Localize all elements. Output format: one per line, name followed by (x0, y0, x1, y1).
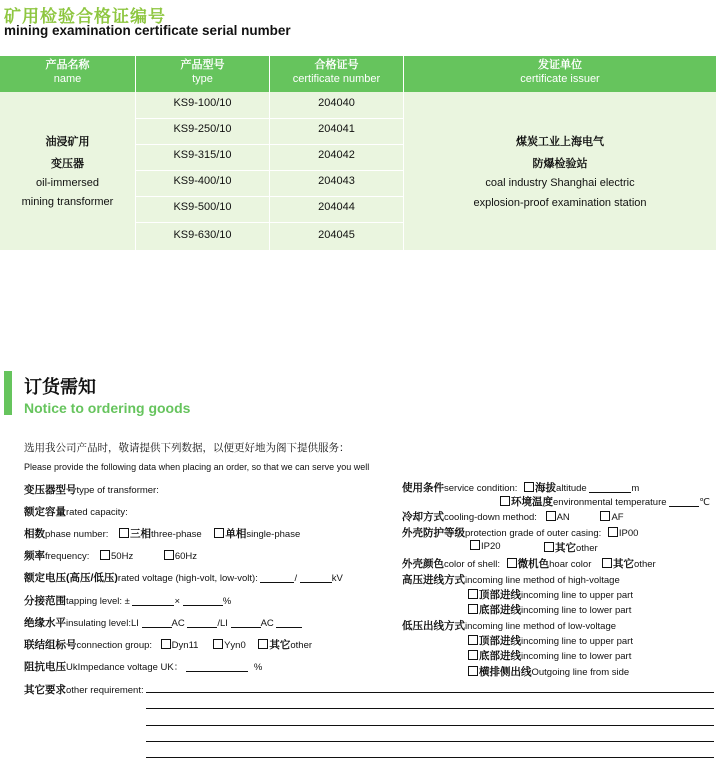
col-name-header: 产品名称 name (45, 59, 90, 85)
connection-field: 联结组标号connection group: Dyn11 Yyn0 其它other (24, 639, 313, 651)
issuer-cn1: 煤炭工业上海电气 (516, 136, 604, 148)
hoar-color-checkbox[interactable]: 微机色hoar color (507, 559, 592, 570)
lv-lower-checkbox[interactable]: 底部进线incoming line to lower part (468, 648, 631, 663)
cooling-an-checkbox[interactable]: AN (546, 512, 570, 523)
freq-60hz-checkbox[interactable]: 60Hz (164, 551, 197, 562)
type-cell: KS9-630/10 (173, 229, 232, 241)
insulation-field[interactable]: 绝缘水平insulating level:LI AC /LI AC (24, 615, 302, 630)
dyn11-checkbox[interactable]: Dyn11 (161, 640, 199, 651)
product-name-cn1: 油浸矿用 (45, 136, 90, 148)
single-phase-checkbox[interactable]: 单相single-phase (214, 529, 300, 540)
type-cell: KS9-400/10 (173, 175, 232, 187)
notice-title: 订货需知 (24, 377, 96, 397)
shell-color-field: 外壳颜色color of shell: 微机色hoar color 其它other (402, 558, 656, 570)
connection-other-checkbox[interactable]: 其它other (258, 640, 312, 651)
hv-inlet-field: 高压进线方式incoming line method of high-voltage (402, 574, 620, 586)
three-phase-checkbox[interactable]: 三相three-phase (119, 529, 202, 540)
page-title: 矿用检验合格证编号 (4, 7, 166, 26)
capacity-field[interactable]: 额定容量rated capacity: (24, 506, 128, 518)
cert-cell: 204041 (318, 123, 355, 135)
notice-subtitle: Notice to ordering goods (24, 400, 191, 416)
col-issuer-header: 发证单位 certificate issuer (520, 59, 600, 85)
cert-cell: 204045 (318, 229, 355, 241)
cert-cell: 204040 (318, 97, 355, 109)
requirement-line[interactable] (146, 725, 714, 726)
requirement-line[interactable] (146, 708, 714, 709)
cert-cell: 204043 (318, 175, 355, 187)
lv-outlet-field: 低压出线方式incoming line method of low-voltage (402, 620, 617, 632)
service-condition-field: 使用条件service condition: 海拔altitude m (402, 482, 640, 494)
cooling-field: 冷却方式cooling-down method: AN AF (402, 511, 624, 523)
cert-cell: 204044 (318, 201, 355, 213)
protection-other-checkbox[interactable]: 其它other (544, 540, 598, 555)
product-name-en2: mining transformer (21, 196, 114, 208)
table-header (0, 56, 716, 92)
product-name-cn2: 变压器 (51, 158, 84, 170)
voltage-field[interactable]: 额定电压(高压/低压)rated voltage (high-volt, low-volt): / kV (24, 572, 343, 584)
yyn0-checkbox[interactable]: Yyn0 (213, 640, 246, 651)
env-temperature-checkbox[interactable]: 环境温度environmental temperature ℃ (500, 494, 710, 509)
lv-side-checkbox[interactable]: 横排侧出线Outgoing line from side (468, 664, 629, 679)
other-requirement-field[interactable]: 其它要求other requirement: (24, 684, 144, 696)
page-subtitle: mining examination certificate serial number (4, 23, 291, 38)
requirement-line[interactable] (146, 692, 714, 693)
impedance-field[interactable]: 阻抗电压UkImpedance voltage UK： % (24, 661, 263, 673)
col-cert-header: 合格证号 certificate number (292, 59, 381, 85)
ip00-checkbox[interactable]: IP00 (608, 528, 639, 539)
phase-field: 相数phase number: 三相three-phase 单相single-phase (24, 528, 301, 540)
altitude-checkbox[interactable]: 海拔altitude m (524, 483, 639, 494)
type-cell: KS9-100/10 (173, 97, 232, 109)
table-body (0, 92, 716, 250)
product-name-en1: oil-immersed (36, 177, 99, 189)
issuer-cn2: 防爆检验站 (532, 158, 588, 170)
section-accent-bar (4, 371, 12, 415)
requirement-line[interactable] (146, 757, 714, 758)
freq-50hz-checkbox[interactable]: 50Hz (100, 551, 133, 562)
frequency-field: 频率frequency: 50Hz 60Hz (24, 550, 198, 562)
cooling-af-checkbox[interactable]: AF (600, 512, 623, 523)
hv-lower-checkbox[interactable]: 底部进线incoming line to lower part (468, 602, 631, 617)
ip20-checkbox[interactable]: IP20 (470, 540, 501, 552)
issuer-en1: coal industry Shanghai electric (485, 177, 635, 189)
type-cell: KS9-500/10 (173, 201, 232, 213)
cert-cell: 204042 (318, 149, 355, 161)
issuer-en2: explosion-proof examination station (473, 197, 647, 209)
intro-en: Please provide the following data when placing an order, so that we can serve you well (24, 462, 370, 472)
tapping-field[interactable]: 分接范围tapping level: ± × % (24, 595, 232, 607)
protection-field: 外壳防护等级protection grade of outer casing: IP00 (402, 527, 639, 539)
requirement-line[interactable] (146, 741, 714, 742)
color-other-checkbox[interactable]: 其它other (602, 559, 656, 570)
type-cell: KS9-250/10 (173, 123, 232, 135)
col-type-header: 产品型号 type (180, 59, 225, 85)
transformer-type-field[interactable]: 变压器型号type of transformer: (24, 484, 159, 496)
intro-cn: 选用我公司产品时，敬请提供下列数据，以便更好地为阁下提供服务： (24, 442, 350, 454)
hv-upper-checkbox[interactable]: 顶部进线incoming line to upper part (468, 587, 633, 602)
type-cell: KS9-315/10 (173, 149, 232, 161)
lv-upper-checkbox[interactable]: 顶部进线incoming line to upper part (468, 633, 633, 648)
